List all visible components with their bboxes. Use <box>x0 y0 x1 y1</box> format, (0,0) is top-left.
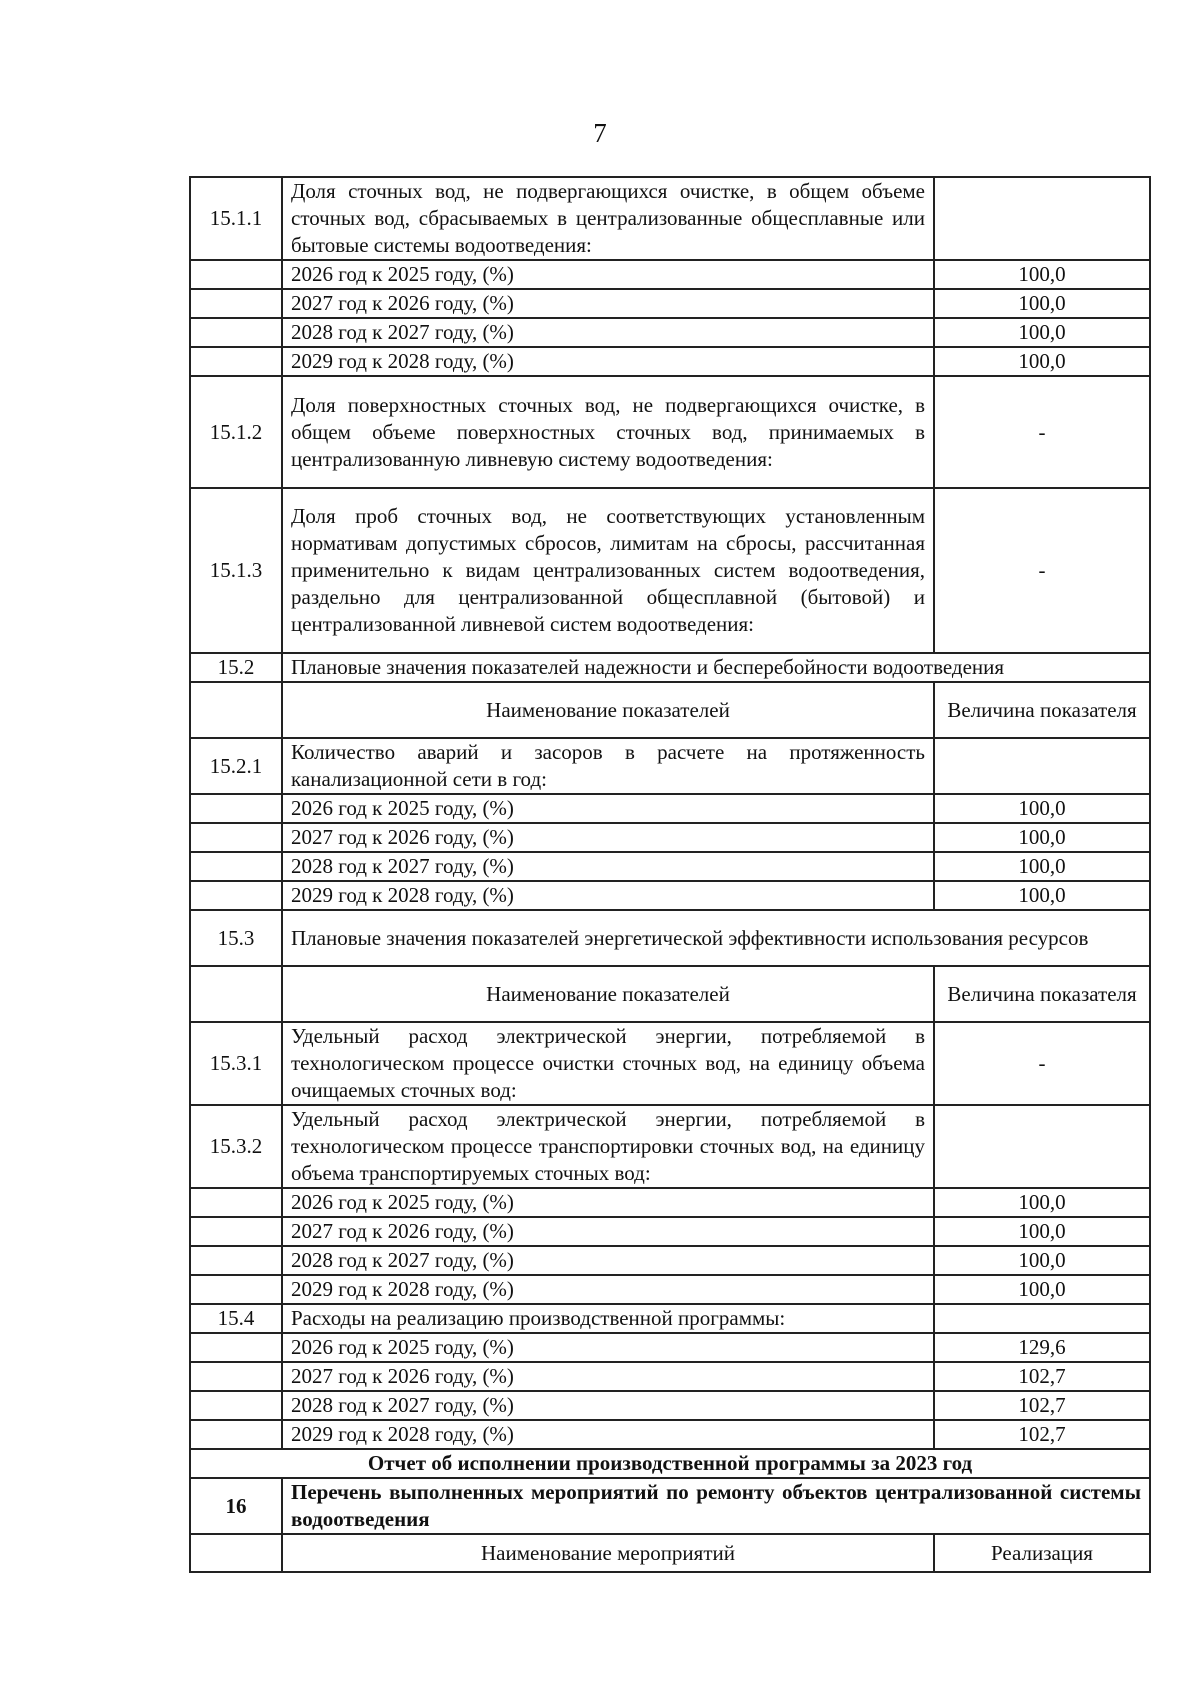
year-label: 2026 год к 2025 году, (%) <box>282 794 934 823</box>
row-number <box>190 966 282 1022</box>
year-label: 2026 год к 2025 году, (%) <box>282 1333 934 1362</box>
section-number: 15.3 <box>190 910 282 966</box>
header-row <box>190 682 1150 738</box>
indicator-text: Расходы на реализацию производственной программы: <box>282 1304 934 1333</box>
year-label: 2029 год к 2028 году, (%) <box>282 881 934 910</box>
row-number <box>190 1333 282 1362</box>
table-row <box>190 1275 1150 1304</box>
row-number <box>190 1246 282 1275</box>
header-value: Величина показателя <box>934 966 1150 1022</box>
year-label: 2026 год к 2025 году, (%) <box>282 260 934 289</box>
year-label: 2029 год к 2028 году, (%) <box>282 347 934 376</box>
indicator-text: Удельный расход электрической энергии, потребляемой в технологическом процессе очистки сточных вод, на единицу объема очищаемых сточных вод: <box>282 1022 934 1105</box>
table-row <box>190 1362 1150 1391</box>
year-label: 2028 год к 2027 году, (%) <box>282 1391 934 1420</box>
row-number: 15.1.1 <box>190 177 282 260</box>
year-label: 2028 год к 2027 году, (%) <box>282 1246 934 1275</box>
row-number <box>190 682 282 738</box>
year-value: 100,0 <box>934 1275 1150 1304</box>
section-number: 15.2 <box>190 653 282 682</box>
section-title: Перечень выполненных мероприятий по ремонту объектов централизованной системы водоотведения <box>282 1478 1150 1534</box>
section-row <box>190 1478 1150 1534</box>
page-number: 7 <box>593 118 607 148</box>
row-number <box>190 852 282 881</box>
row-number <box>190 289 282 318</box>
table-row <box>190 318 1150 347</box>
indicator-text: Доля сточных вод, не подвергающихся очистке, в общем объеме сточных вод, сбрасываемых в централизованные общесплавные или бытовые системы водоотведения: <box>282 177 934 260</box>
year-value: 100,0 <box>934 1217 1150 1246</box>
year-label: 2029 год к 2028 году, (%) <box>282 1275 934 1304</box>
year-value: 100,0 <box>934 1246 1150 1275</box>
year-label: 2027 год к 2026 году, (%) <box>282 1217 934 1246</box>
year-value: 100,0 <box>934 823 1150 852</box>
table-row <box>190 1105 1150 1188</box>
table-row <box>190 881 1150 910</box>
year-value: 102,7 <box>934 1362 1150 1391</box>
report-title: Отчет об исполнении производственной программы за 2023 год <box>190 1449 1150 1478</box>
header-value: Величина показателя <box>934 682 1150 738</box>
table-row <box>190 1391 1150 1420</box>
indicator-value <box>934 1304 1150 1333</box>
row-number: 15.1.2 <box>190 376 282 488</box>
table-row <box>190 1188 1150 1217</box>
row-number <box>190 1534 282 1572</box>
table-row <box>190 823 1150 852</box>
year-value: 102,7 <box>934 1420 1150 1449</box>
row-number: 15.3.1 <box>190 1022 282 1105</box>
indicator-value: - <box>934 488 1150 653</box>
row-number <box>190 1420 282 1449</box>
section-title: Плановые значения показателей энергетической эффективности использования ресурсов <box>282 910 1150 966</box>
year-value: 100,0 <box>934 1188 1150 1217</box>
row-number <box>190 1362 282 1391</box>
year-value: 100,0 <box>934 881 1150 910</box>
row-number <box>190 881 282 910</box>
year-label: 2028 год к 2027 году, (%) <box>282 318 934 347</box>
section-number: 16 <box>190 1478 282 1534</box>
indicator-value: - <box>934 376 1150 488</box>
table-row <box>190 1420 1150 1449</box>
section-row <box>190 910 1150 966</box>
year-value: 100,0 <box>934 852 1150 881</box>
header-name: Наименование показателей <box>282 966 934 1022</box>
year-label: 2029 год к 2028 году, (%) <box>282 1420 934 1449</box>
table-row <box>190 177 1150 260</box>
year-label: 2027 год к 2026 году, (%) <box>282 289 934 318</box>
table-row <box>190 1217 1150 1246</box>
year-label: 2027 год к 2026 году, (%) <box>282 1362 934 1391</box>
indicators-table <box>189 176 1151 1573</box>
year-value: 100,0 <box>934 318 1150 347</box>
indicator-value <box>934 738 1150 794</box>
table-row <box>190 376 1150 488</box>
table-row <box>190 1246 1150 1275</box>
row-number: 15.2.1 <box>190 738 282 794</box>
year-value: 100,0 <box>934 260 1150 289</box>
row-number <box>190 1217 282 1246</box>
table-row <box>190 1333 1150 1362</box>
indicator-value: - <box>934 1022 1150 1105</box>
row-number: 15.3.2 <box>190 1105 282 1188</box>
table-row <box>190 347 1150 376</box>
row-number <box>190 318 282 347</box>
indicator-value <box>934 177 1150 260</box>
row-number <box>190 823 282 852</box>
row-number <box>190 1275 282 1304</box>
header-name: Наименование мероприятий <box>282 1534 934 1572</box>
year-label: 2026 год к 2025 году, (%) <box>282 1188 934 1217</box>
report-row <box>190 1449 1150 1478</box>
indicator-text: Доля проб сточных вод, не соответствующих установленным нормативам допустимых сбросов, лимитам на сбросы, рассчитанная применительно к видам централизованных систем водоотведения, раздельно для централизованной общесплавной (бытовой) и централизованной ливневой систем водоотведения: <box>282 488 934 653</box>
header-row <box>190 1534 1150 1572</box>
row-number <box>190 1188 282 1217</box>
year-value: 100,0 <box>934 289 1150 318</box>
table-row <box>190 794 1150 823</box>
table-row <box>190 289 1150 318</box>
row-number <box>190 260 282 289</box>
table-row <box>190 738 1150 794</box>
header-row <box>190 966 1150 1022</box>
header-name: Наименование показателей <box>282 682 934 738</box>
year-value: 102,7 <box>934 1391 1150 1420</box>
row-number: 15.4 <box>190 1304 282 1333</box>
year-value: 100,0 <box>934 794 1150 823</box>
header-value: Реализация <box>934 1534 1150 1572</box>
table-row <box>190 1022 1150 1105</box>
table-row <box>190 260 1150 289</box>
row-number <box>190 347 282 376</box>
row-number <box>190 1391 282 1420</box>
indicator-text: Доля поверхностных сточных вод, не подвергающихся очистке, в общем объеме поверхностных сточных вод, принимаемых в централизованную ливневую систему водоотведения: <box>282 376 934 488</box>
year-label: 2027 год к 2026 году, (%) <box>282 823 934 852</box>
indicator-text: Удельный расход электрической энергии, потребляемой в технологическом процессе транспортировки сточных вод, на единицу объема транспортируемых сточных вод: <box>282 1105 934 1188</box>
year-value: 100,0 <box>934 347 1150 376</box>
table-row <box>190 1304 1150 1333</box>
year-value: 129,6 <box>934 1333 1150 1362</box>
indicator-value <box>934 1105 1150 1188</box>
indicator-text: Количество аварий и засоров в расчете на протяженность канализационной сети в год: <box>282 738 934 794</box>
section-row <box>190 653 1150 682</box>
row-number <box>190 794 282 823</box>
year-label: 2028 год к 2027 году, (%) <box>282 852 934 881</box>
row-number: 15.1.3 <box>190 488 282 653</box>
table-row <box>190 852 1150 881</box>
section-title: Плановые значения показателей надежности и бесперебойности водоотведения <box>282 653 1150 682</box>
table-row <box>190 488 1150 653</box>
